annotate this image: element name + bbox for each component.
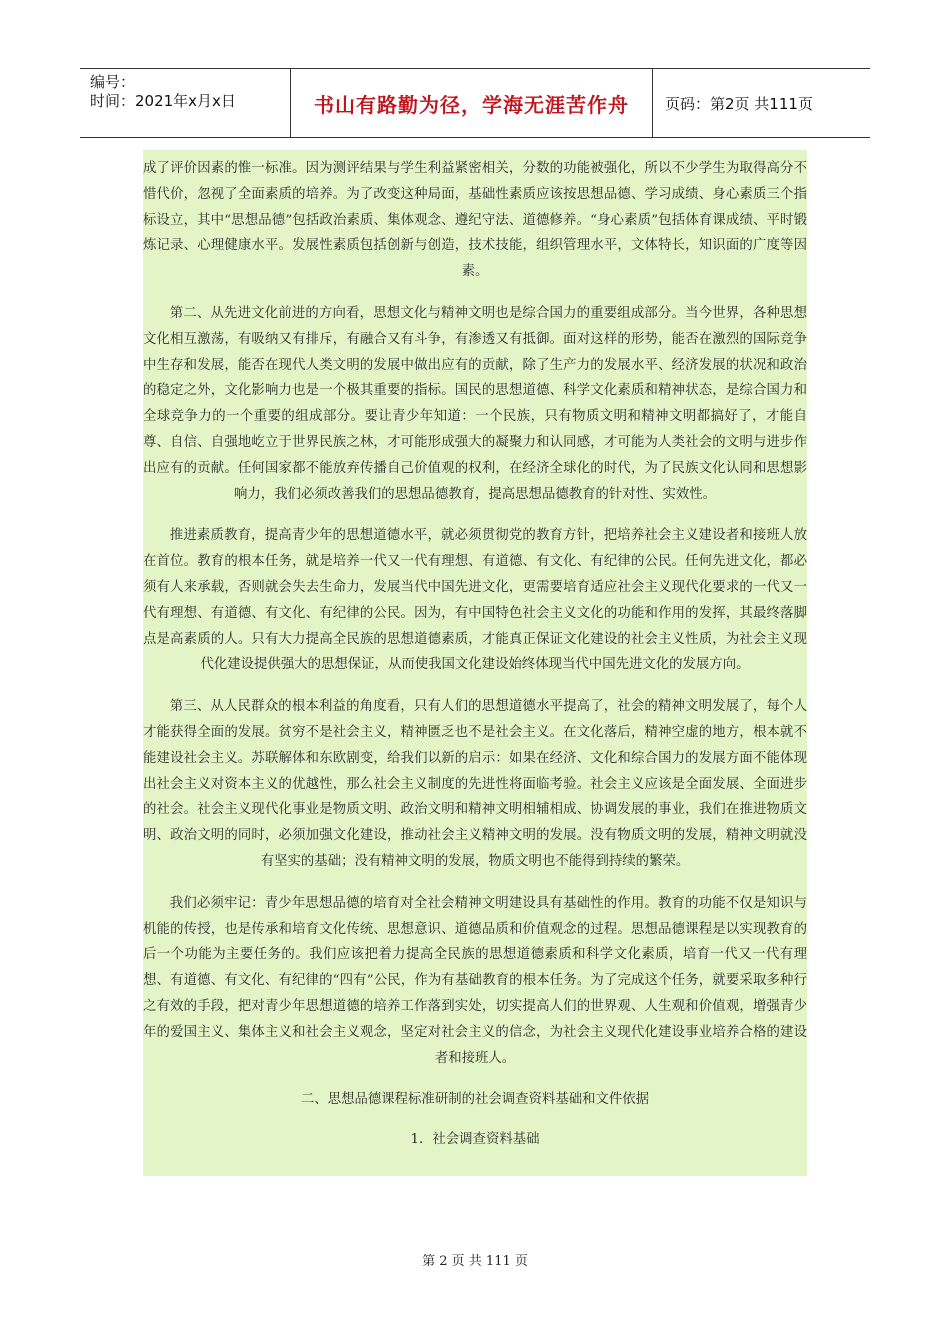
header-page-cell <box>653 69 870 137</box>
header-meta <box>80 69 291 137</box>
document-body <box>143 150 807 1176</box>
paragraph: 推进素质教育，提高青少年的思想道德水平，就必须贯彻党的教育方针，把培养社会主义建设者和接班人放在首位。教育的根本任务，就是培养一代又一代有理想、有道德、有文化、有纪律的公民。任何先进文化，都必须有人来承载，否则就会失去生命力，发展当代中国先进文化，更需要培育适应社会主义现代化要求的一代又一代有理想、有道德、有文化、有纪律的公民。因为，有中国特色社会主义文化的功能和作用的发挥，其最终落脚点是高素质的人。只有大力提高全民族的思想道德素质，才能真正保证文化建设的社会主义性质，为社会主义现代化建设提供强大的思想保证，从而使我国文化建设始终体现当代中国先进文化的发展方向。 <box>143 528 807 673</box>
document-date-label: 时间：2021年x月x日 <box>90 92 236 110</box>
paragraph: 成了评价因素的惟一标准。因为测评结果与学生利益紧密相关，分数的功能被强化，所以不少学生为取得高分不惜代价，忽视了全面素质的培养。为了改变这种局面，基础性素质应该按思想品德、学习成绩、身心素质三个指标设立，其中“思想品德”包括政治素质、集体观念、遵纪守法、道德修养。“身心素质”包括体育课成绩、平时锻炼记录、心理健康水平。发展性素质包括创新与创造，技术技能，组织管理水平，文体特长，知识面的广度等因素。 <box>143 161 807 280</box>
page-header <box>80 68 870 138</box>
paragraph: 我们必须牢记：青少年思想品德的培育对全社会精神文明建设具有基础性的作用。教育的功能不仅是知识与机能的传授，也是传承和培育文化传统、思想意识、道德品质和价值观念的过程。思想品德课程是以实现教育的后一个功能为主要任务的。我们应该把着力提高全民族的思想道德素质和科学文化素质，培育一代又一代有理想、有道德、有文化、有纪律的“四有”公民，作为有基础教育的根本任务。为了完成这个任务，就要采取多种行之有效的手段，把对青少年思想道德的培养工作落到实处，切实提高人们的世界观、人生观和价值观，增强青少年的爱国主义、集体主义和社会主义观念，坚定对社会主义的信念，为社会主义现代化建设事业培养合格的建设者和接班人。 <box>143 895 807 1066</box>
document-number-label: 编号： <box>90 73 136 91</box>
section-heading: 二、思想品德课程标准研制的社会调查资料基础和文件依据 <box>300 1092 650 1108</box>
subsection-heading: 1．社会调查资料基础 <box>410 1132 540 1148</box>
header-motto: 书山有路勤为径，学海无涯苦作舟 <box>314 92 629 117</box>
page-footer: 第 2 页 共 111 页 <box>422 1254 528 1269</box>
paragraph: 第二、从先进文化前进的方向看，思想文化与精神文明也是综合国力的重要组成部分。当今世界，各种思想文化相互激荡，有吸纳又有排斥，有融合又有斗争，有渗透又有抵御。面对这样的形势，能否在激烈的国际竞争中生存和发展，能否在现代人类文明的发展中做出应有的贡献，除了生产力的发展水平、经济发展的状况和政治的稳定之外，文化影响力也是一个极其重要的指标。国民的思想道德、科学文化素质和精神状态，是综合国力和全球竞争力的一个重要的组成部分。要让青少年知道：一个民族，只有物质文明和精神文明都搞好了，才能自尊、自信、自强地屹立于世界民族之林，才可能形成强大的凝聚力和认同感，才可能为人类社会的文明与进步作出应有的贡献。任何国家都不能放弃传播自己价值观的权利，在经济全球化的时代，为了民族文化认同和思想影响力，我们必须改善我们的思想品德教育，提高思想品德教育的针对性、实效性。 <box>143 305 807 502</box>
header-motto-cell <box>291 69 653 137</box>
header-page-number: 页码：第2页 共111页 <box>665 94 813 113</box>
paragraph: 第三、从人民群众的根本利益的角度看，只有人们的思想道德水平提高了，社会的精神文明发展了，每个人才能获得全面的发展。贫穷不是社会主义，精神匮乏也不是社会主义。在文化落后，精神空虚的地方，根本就不能建设社会主义。苏联解体和东欧剧变，给我们以新的启示：如果在经济、文化和综合国力的发展方面不能体现出社会主义对资本主义的优越性，那么社会主义制度的先进性将面临考验。社会主义应该是全面发展、全面进步的社会。社会主义现代化事业是物质文明、政治文明和精神文明相辅相成、协调发展的事业，我们在推进物质文明、政治文明的同时，必须加强文化建设，推动社会主义精神文明的发展。没有物质文明的发展，精神文明就没有坚实的基础；没有精神文明的发展，物质文明也不能得到持续的繁荣。 <box>143 699 807 869</box>
